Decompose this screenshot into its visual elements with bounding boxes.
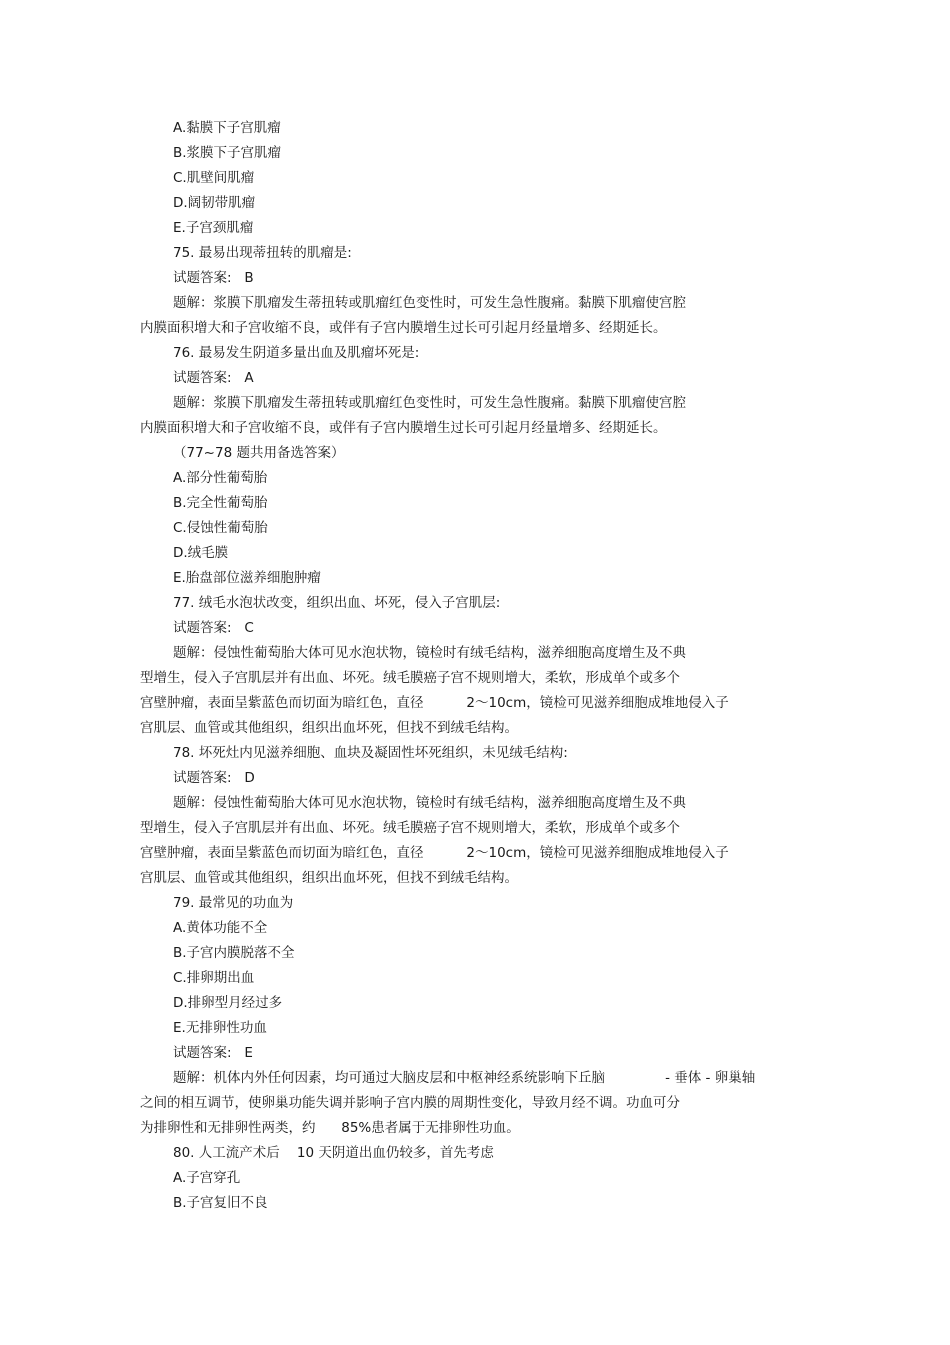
question-80: 80. 人工流产术后 10 天阴道出血仍较多，首先考虑 (173, 1145, 494, 1161)
answer-77: 试题答案: C (173, 620, 254, 636)
option-b: B.子宫内膜脱落不全 (173, 945, 295, 961)
question-76: 76. 最易发生阴道多量出血及肌瘤坏死是: (173, 345, 420, 361)
option-d: D.阔韧带肌瘤 (173, 195, 256, 211)
explanation-77-line-4: 宫肌层、血管或其他组织，组织出血坏死，但找不到绒毛结构。 (140, 720, 518, 736)
answer-76: 试题答案: A (173, 370, 254, 386)
answer-75: 试题答案: B (173, 270, 254, 286)
explanation-77-line-1: 题解：侵蚀性葡萄胎大体可见水泡状物，镜检时有绒毛结构，滋养细胞高度增生及不典 (173, 645, 686, 661)
option-a: A.黏膜下子宫肌瘤 (173, 120, 281, 136)
explanation-79-line-2: 之间的相互调节，使卵巢功能失调并影响子宫内膜的周期性变化，导致月经不调。功血可分 (140, 1095, 680, 1111)
shared-options-heading: （77~78 题共用备选答案） (173, 445, 345, 461)
explanation-78-line-1: 题解：侵蚀性葡萄胎大体可见水泡状物，镜检时有绒毛结构，滋养细胞高度增生及不典 (173, 795, 686, 811)
explanation-79-line-1: 题解：机体内外任何因素，均可通过大脑皮层和中枢神经系统影响下丘脑 - 垂体 - 卵巢轴 (173, 1070, 756, 1086)
explanation-76-line-2: 内膜面积增大和子宫收缩不良，或伴有子宫内膜增生过长可引起月经量增多、经期延长。 (140, 420, 667, 436)
option-e: E.胎盘部位滋养细胞肿瘤 (173, 570, 321, 586)
option-a: A.部分性葡萄胎 (173, 470, 268, 486)
option-b: B.子宫复旧不良 (173, 1195, 268, 1211)
question-79: 79. 最常见的功血为 (173, 895, 294, 911)
answer-79: 试题答案: E (173, 1045, 253, 1061)
option-b: B.完全性葡萄胎 (173, 495, 268, 511)
answer-78: 试题答案: D (173, 770, 255, 786)
question-78: 78. 坏死灶内见滋养细胞、血块及凝固性坏死组织，未见绒毛结构: (173, 745, 568, 761)
explanation-79-line-3: 为排卵性和无排卵性两类，约 85%患者属于无排卵性功血。 (140, 1120, 520, 1136)
option-a: A.子宫穿孔 (173, 1170, 241, 1186)
option-d: D.绒毛膜 (173, 545, 229, 561)
explanation-75-line-2: 内膜面积增大和子宫收缩不良，或伴有子宫内膜增生过长可引起月经量增多、经期延长。 (140, 320, 667, 336)
explanation-78-line-4: 宫肌层、血管或其他组织，组织出血坏死，但找不到绒毛结构。 (140, 870, 518, 886)
option-a: A.黄体功能不全 (173, 920, 268, 936)
question-77: 77. 绒毛水泡状改变，组织出血、坏死，侵入子宫肌层: (173, 595, 501, 611)
explanation-77-line-3: 宫壁肿瘤，表面呈紫蓝色而切面为暗红色，直径 2～10cm，镜检可见滋养细胞成堆地侵入子 (140, 695, 729, 711)
option-d: D.排卵型月经过多 (173, 995, 283, 1011)
option-b: B.浆膜下子宫肌瘤 (173, 145, 282, 161)
question-75: 75. 最易出现蒂扭转的肌瘤是: (173, 245, 352, 261)
explanation-75-line-1: 题解：浆膜下肌瘤发生蒂扭转或肌瘤红色变性时，可发生急性腹痛。黏膜下肌瘤使宫腔 (173, 295, 686, 311)
option-c: C.肌壁间肌瘤 (173, 170, 255, 186)
option-e: E.无排卵性功血 (173, 1020, 267, 1036)
explanation-76-line-1: 题解：浆膜下肌瘤发生蒂扭转或肌瘤红色变性时，可发生急性腹痛。黏膜下肌瘤使宫腔 (173, 395, 686, 411)
explanation-78-line-3: 宫壁肿瘤，表面呈紫蓝色而切面为暗红色，直径 2～10cm，镜检可见滋养细胞成堆地侵入子 (140, 845, 729, 861)
explanation-78-line-2: 型增生，侵入子宫肌层并有出血、坏死。绒毛膜癌子宫不规则增大，柔软，形成单个或多个 (140, 820, 680, 836)
option-c: C.排卵期出血 (173, 970, 255, 986)
option-e: E.子宫颈肌瘤 (173, 220, 254, 236)
explanation-77-line-2: 型增生，侵入子宫肌层并有出血、坏死。绒毛膜癌子宫不规则增大，柔软，形成单个或多个 (140, 670, 680, 686)
option-c: C.侵蚀性葡萄胎 (173, 520, 268, 536)
